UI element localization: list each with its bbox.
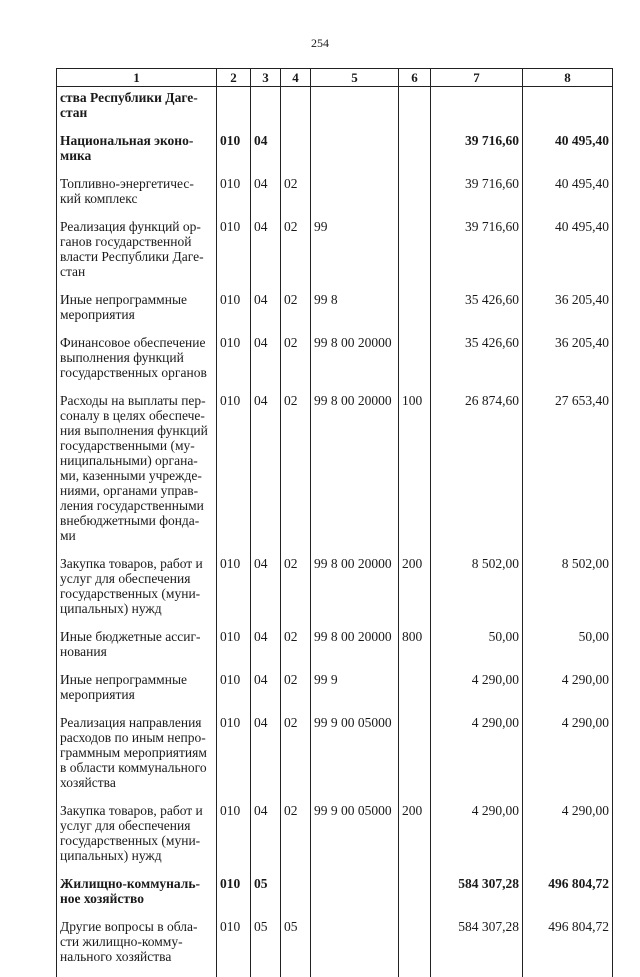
cell-admin-code: 010 <box>217 176 251 219</box>
table-row <box>57 556 613 629</box>
table-body <box>57 87 613 977</box>
cell-subsection: 02 <box>281 393 311 556</box>
cell-description: Закупка товаров, работ и услуг для обеспечения государственных (муни- ципальных) нужд <box>57 803 217 876</box>
cell-section: 04 <box>251 219 281 292</box>
cell-expense-type <box>399 876 431 919</box>
cell-section: 05 <box>251 876 281 919</box>
cell-subsection <box>281 133 311 176</box>
cell-amount-year-1: 4 290,00 <box>431 715 523 803</box>
table-row <box>57 133 613 176</box>
cell-amount-year-1: 39 716,60 <box>431 219 523 292</box>
cell-admin-code: 010 <box>217 876 251 919</box>
cell-description: Топливно-энергетичес- кий комплекс <box>57 176 217 219</box>
table-header-row <box>57 69 613 87</box>
cell-expense-type <box>399 335 431 393</box>
cell-expense-type: 800 <box>399 629 431 672</box>
cell-target-article: 99 9 00 05000 <box>311 715 399 803</box>
cell-expense-type <box>399 176 431 219</box>
cell-section: 04 <box>251 292 281 335</box>
cell-amount-year-1: 4 290,00 <box>431 672 523 715</box>
cell-amount-year-1: 584 307,28 <box>431 919 523 977</box>
cell-admin-code: 010 <box>217 672 251 715</box>
table-row <box>57 919 613 977</box>
cell-subsection: 05 <box>281 919 311 977</box>
cell-expense-type <box>399 133 431 176</box>
table-row <box>57 715 613 803</box>
cell-target-article <box>311 876 399 919</box>
cell-section: 04 <box>251 176 281 219</box>
table-row <box>57 292 613 335</box>
table-row <box>57 629 613 672</box>
cell-amount-year-2: 8 502,00 <box>523 556 613 629</box>
header-col-2: 2 <box>217 69 251 87</box>
cell-target-article: 99 <box>311 219 399 292</box>
cell-amount-year-1: 50,00 <box>431 629 523 672</box>
cell-expense-type <box>399 919 431 977</box>
cell-target-article <box>311 919 399 977</box>
cell-amount-year-2: 27 653,40 <box>523 393 613 556</box>
header-col-7: 7 <box>431 69 523 87</box>
table-row <box>57 803 613 876</box>
cell-description: Реализация функций ор- ганов государственной власти Республики Даге- стан <box>57 219 217 292</box>
header-col-4: 4 <box>281 69 311 87</box>
cell-admin-code: 010 <box>217 335 251 393</box>
cell-amount-year-2: 496 804,72 <box>523 919 613 977</box>
cell-description: Закупка товаров, работ и услуг для обеспечения государственных (муни- ципальных) нужд <box>57 556 217 629</box>
cell-amount-year-1: 584 307,28 <box>431 876 523 919</box>
cell-description: Жилищно-коммуналь- ное хозяйство <box>57 876 217 919</box>
cell-amount-year-1: 39 716,60 <box>431 176 523 219</box>
cell-amount-year-2: 40 495,40 <box>523 219 613 292</box>
table-row <box>57 672 613 715</box>
cell-target-article <box>311 133 399 176</box>
cell-subsection: 02 <box>281 803 311 876</box>
cell-description: Иные бюджетные ассиг- нования <box>57 629 217 672</box>
cell-expense-type <box>399 672 431 715</box>
cell-target-article: 99 8 00 20000 <box>311 556 399 629</box>
cell-target-article: 99 9 <box>311 672 399 715</box>
budget-table <box>56 68 613 977</box>
cell-section: 04 <box>251 672 281 715</box>
cell-subsection: 02 <box>281 629 311 672</box>
cell-subsection: 02 <box>281 219 311 292</box>
cell-subsection: 02 <box>281 176 311 219</box>
cell-admin-code: 010 <box>217 219 251 292</box>
table-row <box>57 393 613 556</box>
cell-subsection <box>281 876 311 919</box>
cell-description: Иные непрограммные мероприятия <box>57 672 217 715</box>
cell-description: Другие вопросы в обла- сти жилищно-комму- нального хозяйства <box>57 919 217 977</box>
header-col-5: 5 <box>311 69 399 87</box>
cell-admin-code <box>217 87 251 134</box>
cell-target-article: 99 8 00 20000 <box>311 629 399 672</box>
cell-admin-code: 010 <box>217 133 251 176</box>
cell-subsection: 02 <box>281 556 311 629</box>
table-row <box>57 219 613 292</box>
cell-subsection <box>281 87 311 134</box>
cell-amount-year-2: 4 290,00 <box>523 715 613 803</box>
cell-amount-year-2: 4 290,00 <box>523 672 613 715</box>
cell-target-article <box>311 87 399 134</box>
table-row <box>57 876 613 919</box>
cell-description: ства Республики Даге- стан <box>57 87 217 134</box>
cell-amount-year-2: 36 205,40 <box>523 292 613 335</box>
cell-section: 04 <box>251 335 281 393</box>
cell-description: Реализация направления расходов по иным непро- граммным мероприятиям в области коммунального хозяйства <box>57 715 217 803</box>
table-row <box>57 87 613 134</box>
cell-expense-type: 200 <box>399 803 431 876</box>
cell-target-article: 99 8 00 20000 <box>311 335 399 393</box>
cell-amount-year-1: 35 426,60 <box>431 292 523 335</box>
cell-target-article: 99 8 00 20000 <box>311 393 399 556</box>
cell-subsection: 02 <box>281 292 311 335</box>
cell-subsection: 02 <box>281 715 311 803</box>
cell-section: 05 <box>251 919 281 977</box>
cell-admin-code: 010 <box>217 715 251 803</box>
cell-admin-code: 010 <box>217 393 251 556</box>
cell-expense-type: 200 <box>399 556 431 629</box>
header-col-3: 3 <box>251 69 281 87</box>
cell-admin-code: 010 <box>217 556 251 629</box>
page-number: 254 <box>0 36 640 51</box>
cell-amount-year-1 <box>431 87 523 134</box>
cell-admin-code: 010 <box>217 919 251 977</box>
cell-amount-year-2 <box>523 87 613 134</box>
cell-amount-year-1: 4 290,00 <box>431 803 523 876</box>
cell-description: Иные непрограммные мероприятия <box>57 292 217 335</box>
header-col-1: 1 <box>57 69 217 87</box>
cell-section: 04 <box>251 556 281 629</box>
table-row <box>57 176 613 219</box>
cell-admin-code: 010 <box>217 629 251 672</box>
cell-expense-type <box>399 292 431 335</box>
cell-section <box>251 87 281 134</box>
header-col-8: 8 <box>523 69 613 87</box>
cell-amount-year-2: 40 495,40 <box>523 133 613 176</box>
cell-description: Финансовое обеспечение выполнения функций государственных органов <box>57 335 217 393</box>
cell-subsection: 02 <box>281 335 311 393</box>
cell-admin-code: 010 <box>217 803 251 876</box>
cell-amount-year-1: 39 716,60 <box>431 133 523 176</box>
cell-amount-year-2: 36 205,40 <box>523 335 613 393</box>
cell-expense-type <box>399 219 431 292</box>
cell-section: 04 <box>251 803 281 876</box>
cell-amount-year-1: 35 426,60 <box>431 335 523 393</box>
cell-amount-year-2: 496 804,72 <box>523 876 613 919</box>
cell-expense-type <box>399 87 431 134</box>
cell-subsection: 02 <box>281 672 311 715</box>
cell-amount-year-2: 50,00 <box>523 629 613 672</box>
header-col-6: 6 <box>399 69 431 87</box>
cell-target-article: 99 9 00 05000 <box>311 803 399 876</box>
cell-amount-year-1: 26 874,60 <box>431 393 523 556</box>
cell-amount-year-2: 40 495,40 <box>523 176 613 219</box>
cell-admin-code: 010 <box>217 292 251 335</box>
cell-section: 04 <box>251 133 281 176</box>
cell-amount-year-1: 8 502,00 <box>431 556 523 629</box>
cell-target-article <box>311 176 399 219</box>
cell-expense-type: 100 <box>399 393 431 556</box>
cell-description: Национальная эконо- мика <box>57 133 217 176</box>
cell-target-article: 99 8 <box>311 292 399 335</box>
cell-expense-type <box>399 715 431 803</box>
cell-section: 04 <box>251 629 281 672</box>
table-row <box>57 335 613 393</box>
cell-description: Расходы на выплаты пер- соналу в целях обеспече- ния выполнения функций государственными (му- ниципальными) органа- ми, казенными учрежде- ниями, органами управ- ления государственными внебюджетными фонда- ми <box>57 393 217 556</box>
cell-amount-year-2: 4 290,00 <box>523 803 613 876</box>
cell-section: 04 <box>251 715 281 803</box>
cell-section: 04 <box>251 393 281 556</box>
